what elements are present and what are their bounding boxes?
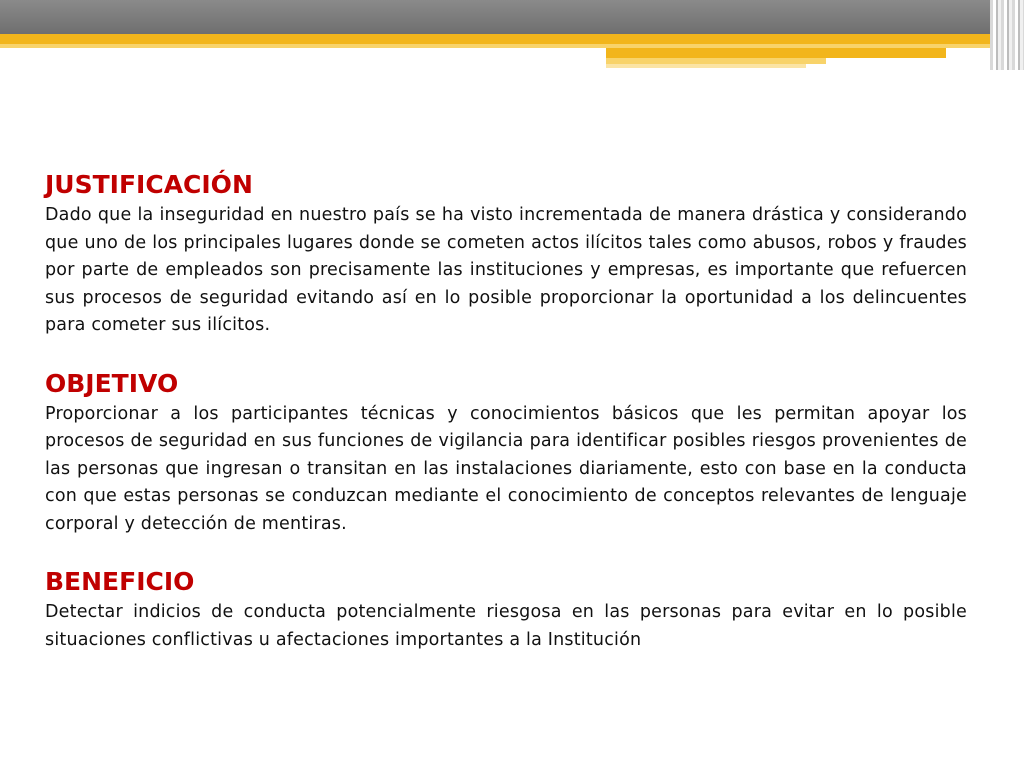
section-heading: JUSTIFICACIÓN — [45, 170, 253, 199]
header-stripes — [990, 0, 1024, 70]
header-gold-bar — [0, 34, 1024, 44]
slide-content — [45, 168, 967, 654]
header-gray-bar — [0, 0, 1024, 34]
section-body: Detectar indicios de conducta potencialmente riesgosa en las personas para evitar en lo posible situaciones conflictivas u afectaciones importantes a la Institución — [45, 602, 967, 650]
section-heading: BENEFICIO — [45, 567, 195, 596]
section-justificacion — [45, 168, 967, 340]
section-objetivo — [45, 367, 967, 539]
section-heading: OBJETIVO — [45, 368, 179, 398]
section-body: Proporcionar a los participantes técnicas y conocimientos básicos que les permitan apoyar los procesos de seguridad en sus funciones de vigilancia para identificar posibles riesgos provenientes de las personas que ingresan o transitan en las instalaciones diariamente, esto con base en la conducta con que estas personas se conduzcan mediante el conocimiento de conceptos relevantes de lenguaje corporal y detección de mentiras. — [45, 403, 967, 534]
header-gold-step — [606, 64, 806, 68]
section-beneficio — [45, 565, 967, 654]
header-gold-step — [606, 48, 946, 58]
section-body: Dado que la inseguridad en nuestro país se ha visto incrementada de manera drástica y considerando que uno de los principales lugares donde se cometen actos ilícitos tales como abusos, robos y fraudes por parte de empleados son precisamente las instituciones y empresas, es importante que refuercen sus procesos de seguridad evitando así en lo posible proporcionar la oportunidad a los delincuentes para cometer sus ilícitos. — [45, 205, 967, 335]
